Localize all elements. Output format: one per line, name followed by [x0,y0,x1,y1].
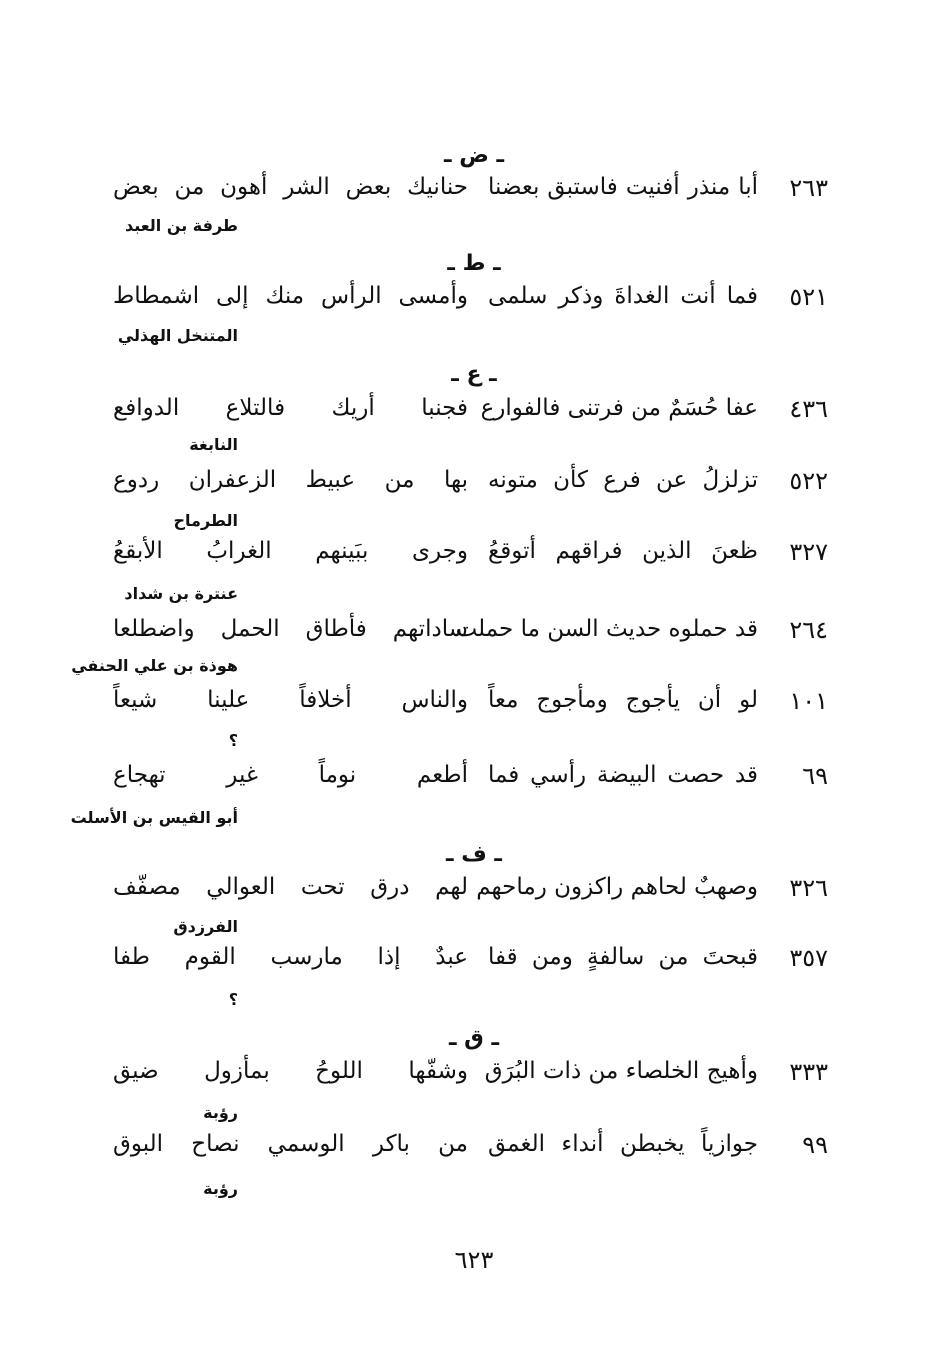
verse-second-hemistich: عبدٌ إذا مارسب القوم طفا [113,944,468,970]
verse-page-number: ٩٩ [802,1131,828,1159]
poet-name: الفرزدق [173,917,238,936]
verse-entry [0,283,948,323]
verse-page-number: ٣٢٧ [789,538,828,566]
verse-entry [0,174,948,214]
verse-second-hemistich: حنانيك بعض الشر أهون من بعض [113,174,468,200]
verse-first-hemistich: فما أنت الغداةَ وذكر سلمى [488,283,758,309]
verse-first-hemistich: قد حصت البيضة رأسي فما [488,762,758,788]
verse-entry [0,395,948,435]
verse-first-hemistich: وصهبٌ لحاهم راكزون رماحهم [476,874,758,900]
verse-page-number: ٢٦٤ [789,616,828,644]
section-heading: ـ ض ـ [444,143,504,168]
verse-second-hemistich: ساداتهم فأطاق الحمل واضطلعا [113,616,468,642]
verse-second-hemistich: وأمسى الرأس منك إلى اشمطاط [113,283,468,309]
verse-page-number: ٤٣٦ [789,395,828,423]
poet-name: النابغة [189,435,238,454]
verse-second-hemistich: من باكر الوسمي نصاح البوق [113,1131,468,1157]
poet-name: المتنخل الهذلي [117,326,238,345]
verse-page-number: ٣٣٣ [789,1058,828,1086]
section-heading: ـ ع ـ [451,362,497,387]
poet-name: ؟ [228,731,238,750]
verse-page-number: ٢٦٣ [789,174,828,202]
verse-second-hemistich: فجنبا أريك فالتلاع الدوافع [113,395,468,421]
poet-name: هوذة بن علي الحنفي [71,656,238,675]
verse-entry [0,874,948,914]
verse-page-number: ٣٥٧ [789,944,828,972]
poet-name: رؤبة [203,1103,238,1122]
verse-first-hemistich: أبا منذر أفنيت فاستبق بعضنا [488,174,758,200]
verse-page-number: ٣٢٦ [789,874,828,902]
page-number: ٦٢٣ [454,1246,494,1274]
verse-entry [0,1058,948,1098]
verse-first-hemistich: قبحتَ من سالفةٍ ومن قفا [488,944,758,970]
verse-first-hemistich: ظعنَ الذين فراقهم أتوقعُ [488,538,758,564]
poet-name: رؤبة [203,1179,238,1198]
verse-entry [0,538,948,578]
verse-entry [0,687,948,727]
verse-entry [0,762,948,802]
poet-name: أبو القيس بن الأسلت [70,808,238,827]
verse-page-number: ١٠١ [789,687,828,715]
verse-second-hemistich: أطعم نوماً غير تهجاع [113,762,468,788]
verse-page-number: ٥٢١ [789,283,828,311]
verse-first-hemistich: جوازياً يخبطن أنداء الغمق [488,1131,758,1157]
poet-name: الطرماح [173,511,238,530]
verse-first-hemistich: قد حملوه حديث السن ما حملت [455,616,758,642]
verse-second-hemistich: لهم درق تحت العوالي مصفّف [113,874,468,900]
verse-second-hemistich: بها من عبيط الزعفران ردوع [113,467,468,493]
poet-name: طرفة بن العبد [124,216,238,235]
verse-entry [0,944,948,984]
poet-name: ؟ [228,990,238,1009]
verse-first-hemistich: لو أن يأجوج ومأجوج معاً [488,687,758,713]
verse-entry [0,467,948,507]
verse-second-hemistich: وشفّها اللوحُ بمأزول ضيق [113,1058,468,1084]
section-heading: ـ ف ـ [446,842,502,867]
verse-first-hemistich: تزلزلُ عن فرع كأن متونه [488,467,758,493]
verse-first-hemistich: وأهيج الخلصاء من ذات البُرَق [484,1058,758,1084]
verse-first-hemistich: عفا حُسَمٌ من فرتنى فالفوارع [480,395,758,421]
section-heading: ـ ط ـ [447,251,501,276]
section-heading: ـ ق ـ [448,1026,500,1051]
verse-second-hemistich: وجرى ببَينهم الغرابُ الأبقعُ [113,538,468,564]
poet-name: عنترة بن شداد [124,584,238,603]
verse-entry [0,616,948,656]
verse-page-number: ٦٩ [802,762,828,790]
verse-entry [0,1131,948,1171]
verse-page-number: ٥٢٢ [789,467,828,495]
verse-second-hemistich: والناس أخلافاً علينا شيعاً [113,687,468,713]
